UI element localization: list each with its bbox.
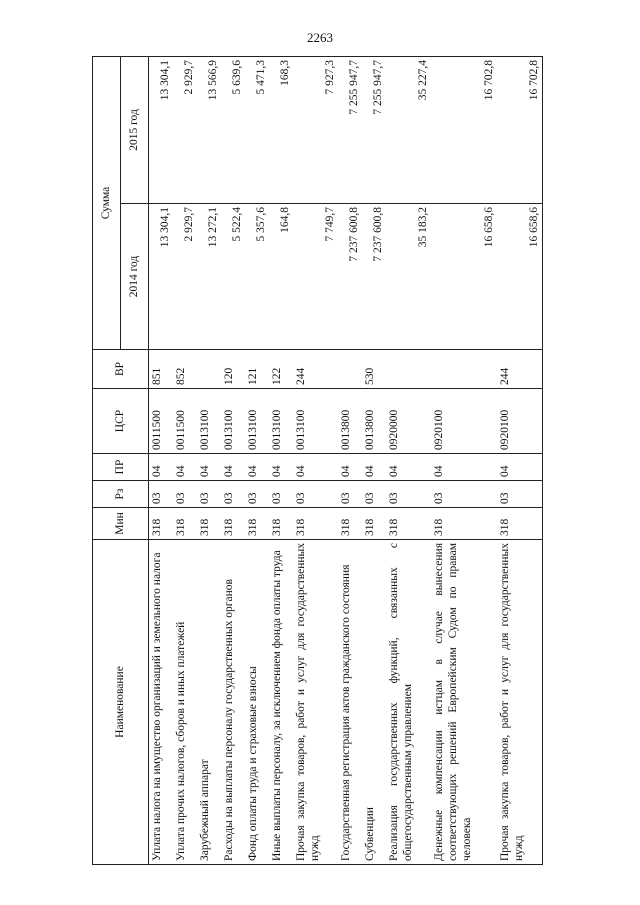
row-rz: 03 bbox=[197, 481, 221, 508]
row-2015: 16 702,8 bbox=[497, 56, 543, 203]
row-pr: 04 bbox=[245, 454, 269, 481]
row-vr: 121 bbox=[245, 350, 269, 389]
row-min: 318 bbox=[221, 508, 245, 540]
row-pr: 04 bbox=[362, 454, 386, 481]
row-2015: 168,3 bbox=[269, 56, 293, 203]
row-min: 318 bbox=[338, 508, 362, 540]
row-vr: 120 bbox=[221, 350, 245, 389]
header-sum: Сумма bbox=[93, 56, 121, 349]
row-2014: 13 304,1 bbox=[149, 204, 174, 350]
row-csr: 0013100 bbox=[293, 389, 338, 454]
table-row bbox=[173, 56, 197, 864]
row-vr: 244 bbox=[497, 350, 543, 389]
row-vr: 530 bbox=[362, 350, 386, 389]
row-rz: 03 bbox=[362, 481, 386, 508]
row-rz: 03 bbox=[338, 481, 362, 508]
row-min: 318 bbox=[431, 508, 497, 540]
row-rz: 03 bbox=[221, 481, 245, 508]
header-2014: 2014 год bbox=[121, 204, 149, 350]
row-2014: 5 357,6 bbox=[245, 204, 269, 350]
row-pr: 04 bbox=[338, 454, 362, 481]
row-csr: 0011500 bbox=[173, 389, 197, 454]
row-pr: 04 bbox=[386, 454, 431, 481]
row-min: 318 bbox=[497, 508, 543, 540]
row-rz: 03 bbox=[386, 481, 431, 508]
row-rz: 03 bbox=[497, 481, 543, 508]
table-row bbox=[269, 56, 293, 864]
row-2014: 13 272,1 bbox=[197, 204, 221, 350]
row-vr: 852 bbox=[173, 350, 197, 389]
row-name: Уплата прочих налогов, сборов и иных платежей bbox=[173, 540, 197, 865]
row-csr: 0920100 bbox=[431, 389, 497, 454]
table-row bbox=[149, 56, 174, 864]
row-2015: 7 927,3 bbox=[293, 56, 338, 203]
row-min: 318 bbox=[362, 508, 386, 540]
row-csr: 0013100 bbox=[245, 389, 269, 454]
row-min: 318 bbox=[197, 508, 221, 540]
table-row bbox=[293, 56, 338, 864]
row-2015: 35 227,4 bbox=[386, 56, 431, 203]
row-pr: 04 bbox=[269, 454, 293, 481]
row-2014: 164,8 bbox=[269, 204, 293, 350]
row-pr: 04 bbox=[431, 454, 497, 481]
row-2014: 7 749,7 bbox=[293, 204, 338, 350]
page-number: 2263 bbox=[307, 30, 333, 45]
row-2014: 2 929,7 bbox=[173, 204, 197, 350]
row-rz: 03 bbox=[431, 481, 497, 508]
row-csr: 0013100 bbox=[197, 389, 221, 454]
row-rz: 03 bbox=[173, 481, 197, 508]
row-min: 318 bbox=[173, 508, 197, 540]
row-2015: 13 566,9 bbox=[197, 56, 221, 203]
header-2015: 2015 год bbox=[121, 56, 149, 203]
header-vr: ВР bbox=[93, 350, 149, 389]
row-pr: 04 bbox=[221, 454, 245, 481]
row-name: Денежные компенсации истцам в случае вынесения соответствующих решений Европейским Судом по правам человека bbox=[431, 540, 497, 865]
row-name: Зарубежный аппарат bbox=[197, 540, 221, 865]
header-pr: ПР bbox=[93, 454, 149, 481]
row-min: 318 bbox=[293, 508, 338, 540]
row-pr: 04 bbox=[173, 454, 197, 481]
row-csr: 0011500 bbox=[149, 389, 174, 454]
table-row bbox=[431, 56, 497, 864]
row-name: Фонд оплаты труда и страховые взносы bbox=[245, 540, 269, 865]
row-csr: 0013800 bbox=[362, 389, 386, 454]
row-name: Расходы на выплаты персоналу государственных органов bbox=[221, 540, 245, 865]
row-csr: 0013100 bbox=[221, 389, 245, 454]
row-min: 318 bbox=[386, 508, 431, 540]
row-2015: 5 471,3 bbox=[245, 56, 269, 203]
row-pr: 04 bbox=[497, 454, 543, 481]
row-2014: 35 183,2 bbox=[386, 204, 431, 350]
row-2015: 16 702,8 bbox=[431, 56, 497, 203]
table-row bbox=[338, 56, 362, 864]
header-name: Наименование bbox=[93, 540, 149, 865]
row-vr bbox=[431, 350, 497, 389]
row-name: Субвенции bbox=[362, 540, 386, 865]
row-name: Реализация государственных функций, связанных с общегосударственным управлением bbox=[386, 540, 431, 865]
row-csr: 0920100 bbox=[497, 389, 543, 454]
table-row bbox=[386, 56, 431, 864]
row-2014: 16 658,6 bbox=[497, 204, 543, 350]
table-body bbox=[149, 56, 543, 864]
row-2015: 13 304,1 bbox=[149, 56, 174, 203]
row-min: 318 bbox=[149, 508, 174, 540]
row-2015: 7 255 947,7 bbox=[338, 56, 362, 203]
row-vr bbox=[386, 350, 431, 389]
header-rz: Рз bbox=[93, 481, 149, 508]
row-vr: 244 bbox=[293, 350, 338, 389]
rotated-table-wrapper bbox=[92, 57, 543, 865]
row-min: 318 bbox=[269, 508, 293, 540]
row-2015: 5 639,6 bbox=[221, 56, 245, 203]
table-header bbox=[93, 56, 149, 864]
row-rz: 03 bbox=[245, 481, 269, 508]
header-min: Мин bbox=[93, 508, 149, 540]
row-csr: 0013100 bbox=[269, 389, 293, 454]
header-csr: ЦСР bbox=[93, 389, 149, 454]
row-rz: 03 bbox=[293, 481, 338, 508]
row-min: 318 bbox=[245, 508, 269, 540]
row-2014: 16 658,6 bbox=[431, 204, 497, 350]
row-pr: 04 bbox=[293, 454, 338, 481]
row-vr bbox=[338, 350, 362, 389]
row-csr: 0920000 bbox=[386, 389, 431, 454]
row-vr: 851 bbox=[149, 350, 174, 389]
budget-table bbox=[92, 56, 543, 865]
row-name: Уплата налога на имущество организаций и земельного налога bbox=[149, 540, 174, 865]
row-pr: 04 bbox=[197, 454, 221, 481]
row-rz: 03 bbox=[269, 481, 293, 508]
row-name: Прочая закупка товаров, работ и услуг для государственных нужд bbox=[293, 540, 338, 865]
table-row bbox=[245, 56, 269, 864]
row-name: Государственная регистрация актов гражданского состояния bbox=[338, 540, 362, 865]
table-row bbox=[497, 56, 543, 864]
table-row bbox=[221, 56, 245, 864]
row-2014: 5 522,4 bbox=[221, 204, 245, 350]
row-name: Иные выплаты персоналу, за исключением фонда оплаты труда bbox=[269, 540, 293, 865]
row-name: Прочая закупка товаров, работ и услуг для государственных нужд bbox=[497, 540, 543, 865]
row-2014: 7 237 600,8 bbox=[338, 204, 362, 350]
row-csr: 0013800 bbox=[338, 389, 362, 454]
row-2015: 7 255 947,7 bbox=[362, 56, 386, 203]
row-rz: 03 bbox=[149, 481, 174, 508]
table-row bbox=[362, 56, 386, 864]
row-vr: 122 bbox=[269, 350, 293, 389]
row-vr bbox=[197, 350, 221, 389]
row-pr: 04 bbox=[149, 454, 174, 481]
row-2014: 7 237 600,8 bbox=[362, 204, 386, 350]
table-row bbox=[197, 56, 221, 864]
row-2015: 2 929,7 bbox=[173, 56, 197, 203]
